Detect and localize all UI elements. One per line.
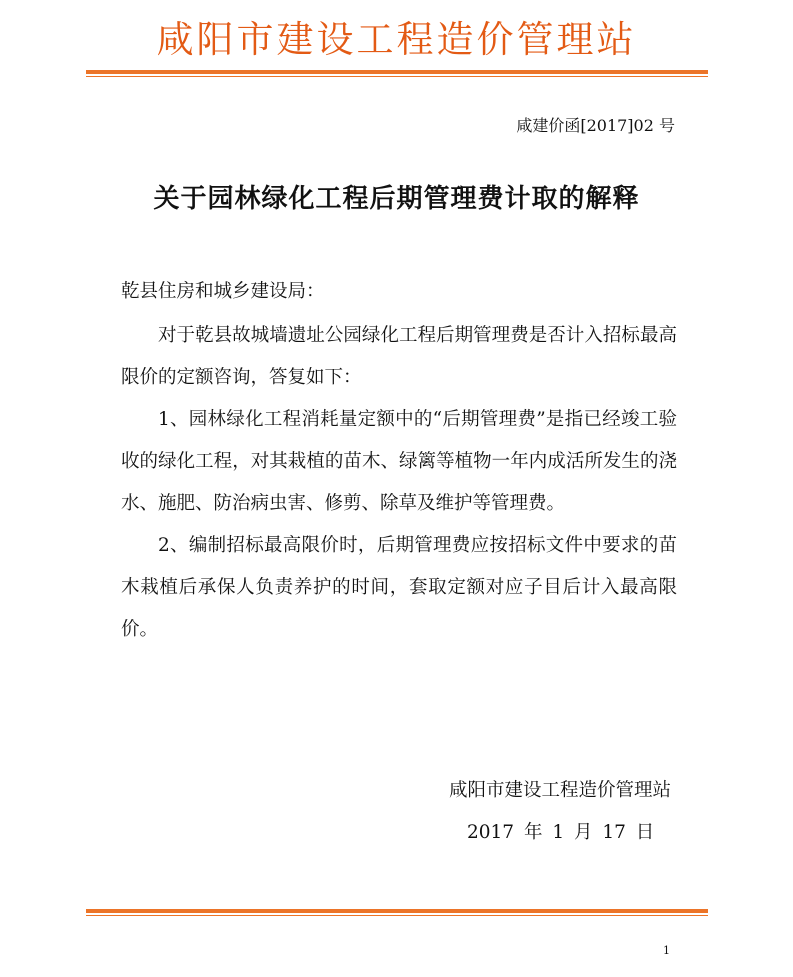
- document-title: 关于园林绿化工程后期管理费计取的解释: [153, 184, 640, 214]
- signature-organization: 咸阳市建设工程造价管理站: [448, 780, 671, 801]
- document-date: 2017 年 1 月 17 日: [467, 822, 655, 843]
- footer-divider: [86, 909, 708, 916]
- recipient-line: 乾县住房和城乡建设局：: [121, 281, 325, 302]
- body-paragraph-intro: 对于乾县故城墙遗址公园绿化工程后期管理费是否计入招标最高限价的定额咨询，答复如下：: [121, 325, 677, 388]
- body-text: [121, 315, 677, 651]
- organization-header: 咸阳市建设工程造价管理站: [156, 18, 637, 61]
- header-divider: [86, 70, 708, 77]
- page-number: 1: [663, 944, 670, 957]
- document-number: 咸建价函[2017]02 号: [516, 116, 675, 135]
- body-paragraph-item-2: 2、编制招标最高限价时，后期管理费应按招标文件中要求的苗木栽植后承保人负责养护的时间，套取定额对应子目后计入最高限价。: [121, 535, 677, 640]
- body-paragraph-item-1: 1、园林绿化工程消耗量定额中的“后期管理费”是指已经竣工验收的绿化工程，对其栽植的苗木、绿篱等植物一年内成活所发生的浇水、施肥、防治病虫害、修剪、除草及维护等管理费。: [121, 409, 677, 514]
